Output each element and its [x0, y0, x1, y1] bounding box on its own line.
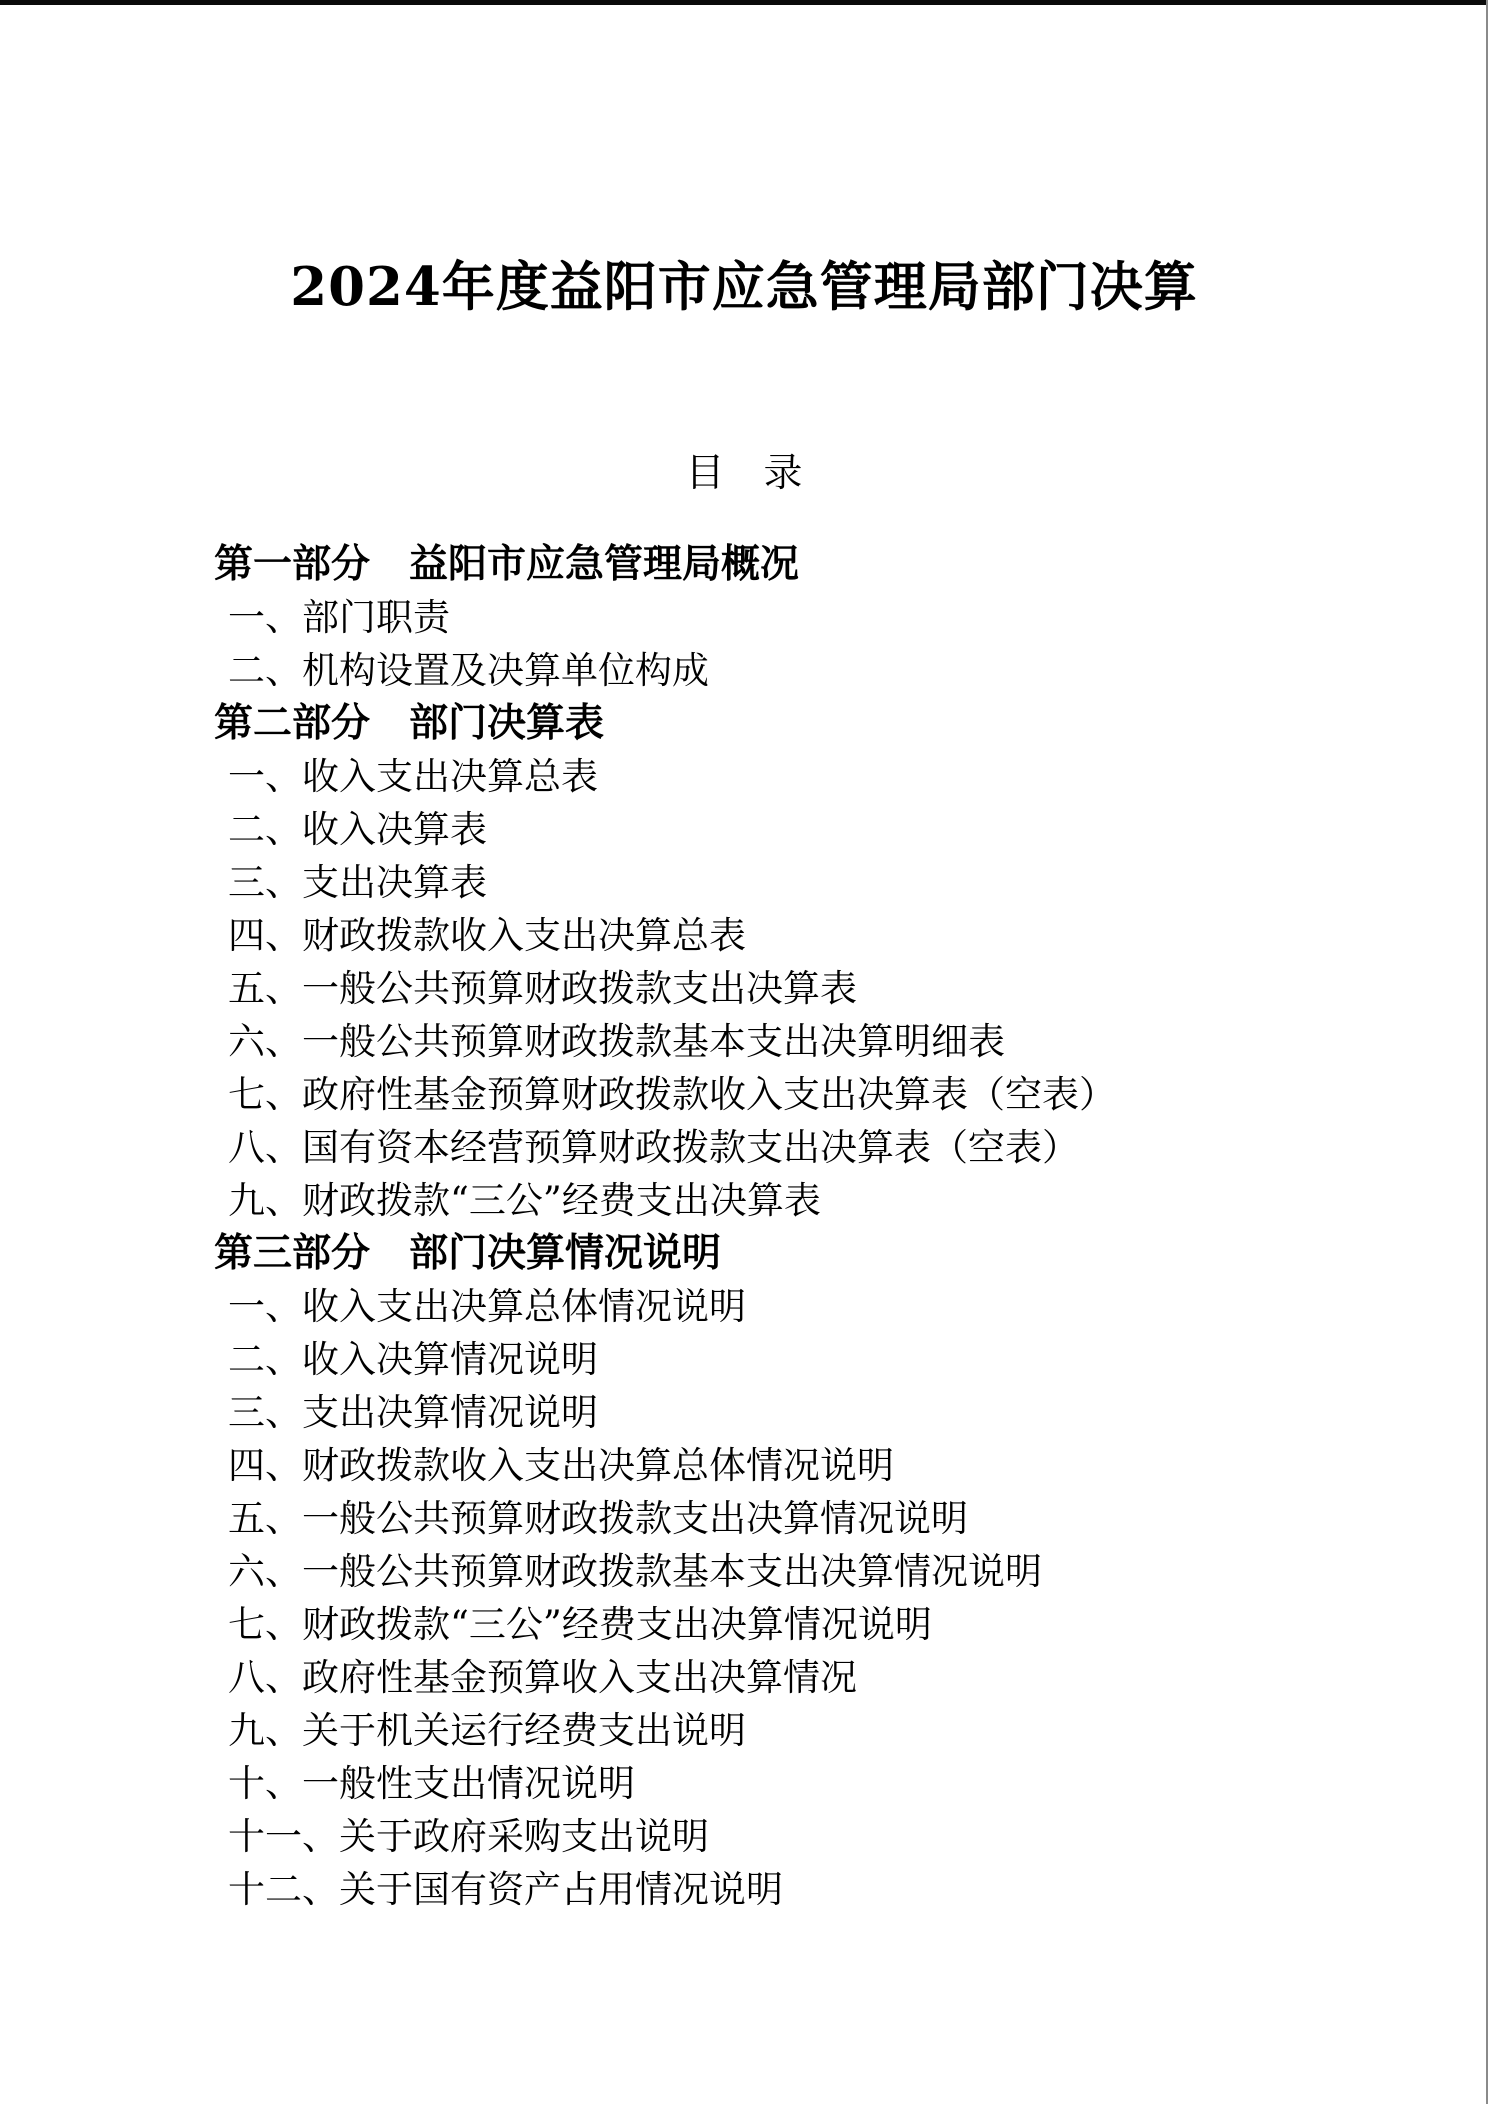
toc-item: 八、政府性基金预算收入支出决算情况 — [228, 1656, 857, 1699]
toc-item: 二、收入决算情况说明 — [228, 1338, 598, 1381]
toc-item: 一、收入支出决算总表 — [228, 755, 598, 798]
toc-item: 九、财政拨款“三公”经费支出决算表 — [228, 1179, 821, 1222]
toc-item: 二、机构设置及决算单位构成 — [228, 649, 709, 692]
toc-item: 九、关于机关运行经费支出说明 — [228, 1709, 746, 1752]
document-title: 2024年度益阳市应急管理局部门决算 — [290, 256, 1198, 318]
toc-section-heading: 第二部分 部门决算表 — [214, 700, 605, 746]
toc-item: 七、财政拨款“三公”经费支出决算情况说明 — [228, 1603, 932, 1646]
toc-item: 四、财政拨款收入支出决算总体情况说明 — [228, 1444, 894, 1487]
toc-item: 三、支出决算表 — [228, 861, 487, 904]
toc-item: 十一、关于政府采购支出说明 — [228, 1815, 709, 1858]
toc-item: 六、一般公共预算财政拨款基本支出决算情况说明 — [228, 1550, 1042, 1593]
toc-item: 一、收入支出决算总体情况说明 — [228, 1285, 746, 1328]
toc-item: 七、政府性基金预算财政拨款收入支出决算表（空表） — [228, 1073, 1116, 1116]
toc-item: 五、一般公共预算财政拨款支出决算表 — [228, 967, 857, 1010]
toc-item: 二、收入决算表 — [228, 808, 487, 851]
page-top-border — [0, 0, 1488, 5]
toc-item: 十、一般性支出情况说明 — [228, 1762, 635, 1805]
toc-heading: 目 录 — [685, 451, 803, 496]
toc-item: 八、国有资本经营预算财政拨款支出决算表（空表） — [228, 1126, 1079, 1169]
toc-item: 五、一般公共预算财政拨款支出决算情况说明 — [228, 1497, 968, 1540]
toc-item: 六、一般公共预算财政拨款基本支出决算明细表 — [228, 1020, 1005, 1063]
toc-item: 三、支出决算情况说明 — [228, 1391, 598, 1434]
toc-item: 四、财政拨款收入支出决算总表 — [228, 914, 746, 957]
table-of-contents — [0, 538, 1488, 1916]
toc-section-heading: 第三部分 部门决算情况说明 — [214, 1230, 722, 1276]
toc-section-heading: 第一部分 益阳市应急管理局概况 — [214, 541, 800, 587]
toc-item: 一、部门职责 — [228, 596, 450, 639]
toc-item: 十二、关于国有资产占用情况说明 — [228, 1868, 783, 1911]
